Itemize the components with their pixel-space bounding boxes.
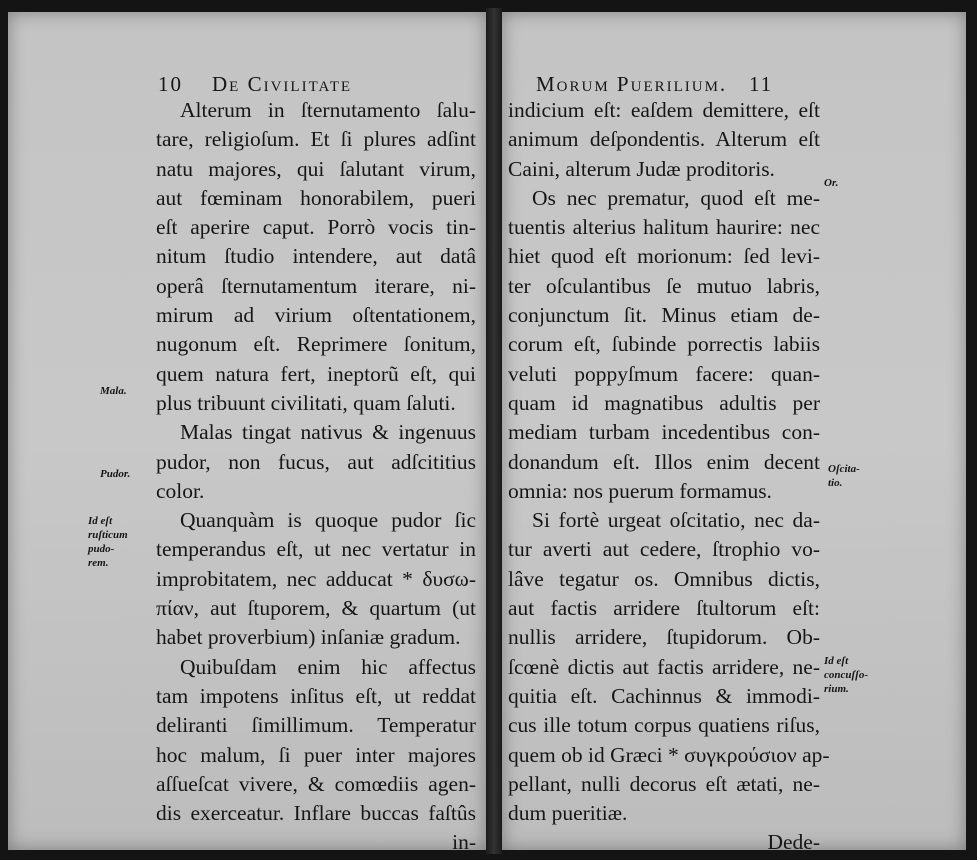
right-line: aut factis arridere ſtultorum eſt: (508, 596, 820, 621)
right-line: ſcœnè dictis aut factis arridere, ne- (508, 654, 820, 679)
left-title: De Civilitate (212, 72, 353, 96)
left-line: dis exerceatur. Inflare buccas faſtûs (156, 801, 476, 826)
left-line: Quanquàm is quoque pudor ſic (180, 508, 476, 533)
right-line: ter oſculantibus ſe mutuo labris, (508, 273, 820, 298)
left-line: aut fœminam honorabilem, pueri (156, 185, 476, 210)
right-title: Morum Puerilium. (536, 72, 728, 96)
right-line: indicium eſt: eaſdem demittere, eſt (508, 98, 820, 122)
left-line: habet proverbium) inſaniæ gradum. (156, 625, 461, 650)
left-line: πίαν, aut ſtuporem, & quartum (ut (156, 596, 476, 621)
right-line: tuentis alterius halitum haurire: nec (508, 215, 820, 240)
right-page (502, 12, 966, 855)
right-line: animum deſpondentis. Alterum eſt (508, 127, 820, 152)
right-line: Si fortè urgeat oſcitatio, nec da- (532, 508, 820, 533)
right-running-head (536, 72, 773, 97)
left-line: nitum ſtudio intendere, aut datâ (156, 244, 476, 269)
left-line: tare, religioſum. Et ſi plures adſint (156, 127, 476, 152)
margin-note-id-est: Id eſt ruſticum pudo- rem. (88, 515, 128, 569)
left-line: quem natura fert, ineptorũ eſt, qui (156, 361, 476, 386)
right-line: corum eſt, ſubinde porrectis labiis (508, 332, 820, 357)
margin-note-oscitatio: Oſcita- tio. (828, 463, 860, 489)
left-line: deliranti ſimillimum. Temperatur (156, 713, 476, 738)
right-line: lâve tegatur os. Omnibus dictis, (508, 566, 820, 591)
margin-note-mala: Mala. (100, 385, 127, 397)
left-line: aſſueſcat vivere, & comœdiis agen- (156, 771, 476, 796)
margin-note-pudor: Pudor. (100, 468, 131, 480)
left-line: Malas tingat nativus & ingenuus (180, 420, 476, 445)
margin-note-concussorium: Id eſt concuſſo- rium. (824, 655, 868, 695)
left-line: color. (156, 478, 205, 503)
left-line: eſt aperire caput. Porrò vocis tin- (156, 215, 476, 240)
right-page-number: 11 (748, 72, 774, 96)
right-line: omnia: nos puerum formamus. (508, 478, 772, 503)
right-line: nullis arridere, ſtupidorum. Ob- (508, 625, 820, 650)
left-line: improbitatem, nec adducat * δυσω- (156, 566, 476, 591)
left-line: Quibuſdam enim hic affectus (180, 654, 476, 679)
left-line: plus tribuunt civilitati, quam ſaluti. (156, 390, 456, 415)
right-line: quem ob id Græci * συγκρούσιον ap- (508, 742, 830, 767)
right-line: Caini, alterum Judæ proditoris. (508, 156, 775, 181)
left-line: tam impotens inſitus eſt, ut reddat (156, 683, 476, 708)
left-line: natu majores, qui ſalutant virum, (156, 156, 476, 181)
left-line: pudor, non fucus, aut adſcititius (156, 449, 476, 474)
right-line: mediam turbam incedentibus con- (508, 420, 820, 445)
right-line: tur averti aut cedere, ſtrophio vo- (508, 537, 820, 562)
right-line: quitia eſt. Cachinnus & immodi- (508, 683, 820, 708)
left-body-text (156, 96, 476, 858)
margin-note-os: Or. (824, 177, 839, 189)
right-line: hiet quod eſt morionum: ſed levi- (508, 244, 820, 269)
left-line: nugonum eſt. Reprimere ſonitum, (156, 332, 476, 357)
right-line: conjunctum ſit. Minus etiam de- (508, 303, 820, 328)
left-line: hoc malum, ſi puer inter majores (156, 742, 476, 767)
right-line: dum pueritiæ. (508, 801, 628, 826)
left-line: mirum ad virium oſtentationem, (156, 303, 476, 328)
right-line: pellant, nulli decorus eſt ætati, ne- (508, 771, 820, 796)
left-line: Alterum in ſternutamento ſalu- (180, 98, 476, 122)
book-gutter (486, 8, 502, 854)
left-running-head (158, 72, 352, 97)
right-line: cus ille totum corpus quatiens riſus, (508, 713, 820, 738)
right-line: Os nec prematur, quod eſt me- (532, 185, 820, 210)
right-body-text (508, 96, 830, 858)
right-line: quam id magnatibus adultis per (508, 390, 820, 415)
left-page-number: 10 (158, 72, 183, 96)
right-line: donandum eſt. Illos enim decent (508, 449, 820, 474)
left-page (8, 12, 486, 855)
left-line: operâ ſternutamentum iterare, ni- (156, 273, 476, 298)
right-line: veluti poppyſmum facere: quan- (508, 361, 820, 386)
left-line: temperandus eſt, ut nec vertatur in (156, 537, 476, 562)
left-line: in- (452, 830, 476, 855)
right-line: Dede- (767, 830, 820, 855)
